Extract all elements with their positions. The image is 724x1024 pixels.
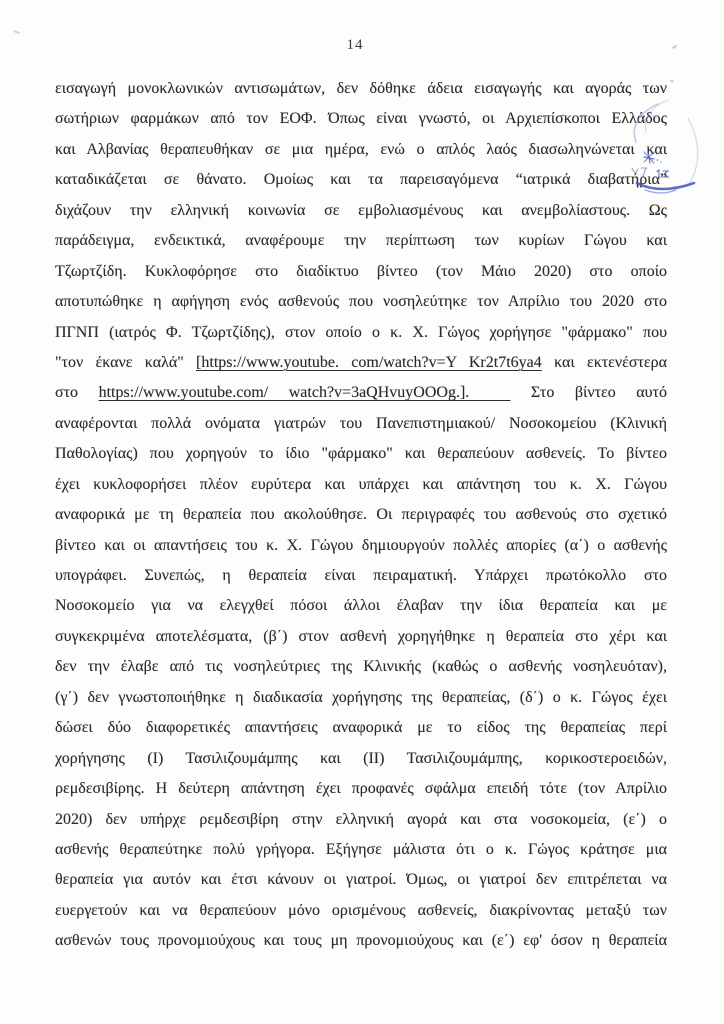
text-line (55, 744, 667, 774)
text-line (55, 470, 667, 500)
text-segment: Τζωρτζίδη. Κυκλοφόρησε στο διαδίκτυο βίντεο (τον Μάιο 2020) στο οποίο (55, 262, 667, 280)
text-segment: 2020) δεν υπήρχε ρεμδεσιβίρη στην ελληνική αγορά και στα νοσοκομεία, (ε΄) ο (55, 810, 667, 828)
text-segment: θεραπεία για αυτόν και έτσι κάνουν οι γιατροί. Όμως, οι γιατροί δεν επιτρέπεται να (55, 871, 667, 889)
text-line (55, 713, 667, 743)
text-line (55, 318, 667, 348)
text-line (55, 439, 667, 469)
scan-speck (670, 80, 674, 83)
text-line (55, 683, 667, 713)
text-segment: δώσει δύο διαφορετικές απαντήσεις αναφορικά με το είδος της θεραπείας περί (55, 719, 667, 737)
text-segment: Στο βίντεο αυτό (510, 384, 667, 402)
text-line (55, 74, 667, 104)
text-segment: ασθενών τους προνομιούχους και τους μη προνομιούχους και (ε΄) εφ' όσον η θεραπεία (55, 932, 667, 950)
text-segment: ΠΓΝΠ (ιατρός Φ. Τζωρτζίδης), στον οποίο ο κ. Χ. Γώγος χορήγησε "φάρμακο" που (55, 323, 667, 341)
text-line (55, 257, 667, 287)
text-segment: Παθολογίας) που χορηγούν το ίδιο "φάρμακο" και θεραπεύουν ασθενείς. Το βίντεο (55, 445, 667, 463)
page-number: 14 (346, 37, 364, 53)
text-line (55, 531, 667, 561)
text-segment: χορήγησης (Ι) Τασιλιζουμάμπης και (ΙΙ) Τασιλιζουμάμπης, κορικοστεροειδών, (55, 749, 667, 767)
text-segment: "τον έκανε καλά" (55, 353, 197, 371)
text-line (55, 865, 667, 895)
text-line (55, 135, 667, 165)
text-segment: στο (55, 384, 99, 402)
text-line (55, 104, 667, 134)
text-segment: βίντεο και οι απαντήσεις του κ. Χ. Γώγου δημιουργούν πολλές απορίες (α΄) ο ασθενής (55, 536, 667, 554)
text-line (55, 835, 667, 865)
text-segment: καταδικάζεται σε θάνατο. Ομοίως και τα παρεισαγόμενα “ιατρικά διαβατήρια” (55, 171, 667, 189)
text-line (55, 287, 667, 317)
text-line (55, 805, 667, 835)
text-line (55, 926, 667, 956)
text-line (55, 652, 667, 682)
text-line (55, 378, 667, 408)
text-segment: αναφέρονται πολλά ονόματα γιατρών του Πανεπιστημιακού/ Νοσοκομείου (Κλινική (55, 414, 667, 432)
scan-speck (672, 45, 677, 50)
text-segment: Νοσοκομείο για να ελεγχθεί πόσοι άλλοι έλαβαν την ίδια θεραπεία και με (55, 597, 667, 615)
text-segment: παράδειγμα, ενδεικτικά, αναφέρουμε την περίπτωση των κυρίων Γώγου και (55, 232, 667, 250)
text-line (55, 165, 667, 195)
text-segment: διχάζουν την ελληνική κοινωνία σε εμβολιασμένους και ανεμβολίαστους. Ως (55, 201, 667, 219)
text-segment: και Αλβανίας θεραπευθήκαν σε μια ημέρα, ενώ ο απλός λαός διασωληνώνεται και (55, 140, 667, 158)
text-line (55, 896, 667, 926)
text-segment: και εκτενέστερα (541, 353, 667, 371)
text-block (55, 74, 667, 957)
text-segment: αναφορικά με τη θεραπεία που ακολούθησε. Οι περιγραφές του ασθενούς στο σχετικό (55, 506, 667, 524)
text-line (55, 591, 667, 621)
text-segment: αποτυπώθηκε η αφήγηση ενός ασθενούς που νοσηλεύτηκε τον Απρίλιο του 2020 στο (55, 293, 667, 311)
text-segment: δεν την έλαβε από τις νοσηλεύτριες της Κλινικής (καθώς ο ασθενής νοσηλευόταν), (55, 658, 667, 676)
scan-speck (13, 30, 20, 34)
text-line (55, 409, 667, 439)
text-segment: ευεργετούν και να θεραπεύουν μόνο ορισμένους ασθενείς, διακρίνοντας μεταξύ των (55, 901, 667, 919)
text-segment: σωτήριων φαρμάκων από τον ΕΟΦ. Όπως είναι γνωστό, οι Αρχιεπίσκοποι Ελλάδος (55, 110, 667, 128)
url-text: [https://www.youtube. com/watch?v=Y Kr2t7t6ya4 (196, 353, 542, 371)
text-line (55, 561, 667, 591)
text-line (55, 774, 667, 804)
text-line (55, 622, 667, 652)
text-segment: υπογράφει. Συνεπώς, η θεραπεία είναι πειραματική. Υπάρχει πρωτόκολλο στο (55, 567, 667, 584)
text-line (55, 226, 667, 256)
text-segment: (γ΄) δεν γνωστοποιήθηκε η διαδικασία χορήγησης της θεραπείας, (δ΄) ο κ. Γώγος έχει (55, 688, 667, 706)
url-text: https://www.youtube.com/ watch?v=3aQHvuyOOOg.]. (98, 384, 511, 402)
text-line (55, 348, 667, 378)
text-line (55, 500, 667, 530)
text-segment: ρεμδεσιβίρης. Η δεύτερη απάντηση έχει προφανές σφάλμα επειδή τότε (τον Απρίλιο (55, 780, 667, 798)
text-segment: έχει κυκλοφορήσει πλέον ευρύτερα και υπάρχει και απάντηση του κ. Χ. Γώγου (55, 475, 667, 493)
text-segment: ασθενής θεραπεύτηκε πολύ γρήγορα. Εξήγησε μάλιστα ότι ο κ. Γώγος κράτησε μια (55, 840, 667, 858)
text-segment: συγκεκριμένα αποτελέσματα, (β΄) στον ασθενή χορηγήθηκε η θεραπεία στο χέρι και (55, 627, 667, 645)
text-segment: εισαγωγή μονοκλωνικών αντισωμάτων, δεν δόθηκε άδεια εισαγωγής και αγοράς των (55, 80, 667, 97)
text-line (55, 196, 667, 226)
